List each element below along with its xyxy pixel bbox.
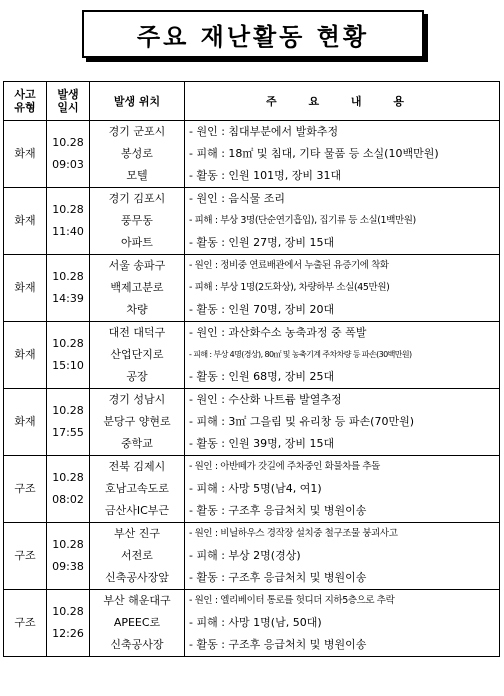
activity-line: - 활동 : 인원 39명, 장비 15대 [189,437,335,450]
damage-line: - 피해 : 사망 5명(남4, 여1) [189,482,322,495]
incident-details [185,255,500,322]
incident-datetime: 10.28 14:39 [47,255,90,322]
header-details: 주 요 내 용 [185,82,500,121]
activity-line: - 활동 : 인원 101명, 장비 31대 [189,169,342,182]
table-row [4,255,500,322]
incident-details [185,590,500,657]
incident-datetime: 10.28 15:10 [47,322,90,389]
table-row [4,590,500,657]
incident-type: 화재 [4,188,47,255]
damage-line: - 피해 : 18㎡ 및 침대, 기타 물품 등 소실(10백만원) [189,147,439,160]
incident-details [185,389,500,456]
incident-type: 화재 [4,121,47,188]
cause-line: - 원인 : 정비중 연료배관에서 누출된 유증기에 착화 [189,260,389,271]
header-row [4,82,500,121]
cause-line: - 원인 : 수산화 나트륨 발열추정 [189,393,342,406]
cause-line: - 원인 : 음식물 조리 [189,192,286,205]
table-row [4,121,500,188]
incident-type: 화재 [4,322,47,389]
damage-line: - 피해 : 부상 2명(경상) [189,549,301,562]
activity-line: - 활동 : 인원 70명, 장비 20대 [189,303,335,316]
cause-line: - 원인 : 엘리베이터 통로를 헛디더 지하5층으로 추락 [189,595,395,606]
cause-line: - 원인 : 침대부분에서 발화추정 [189,125,339,138]
incident-type: 구조 [4,456,47,523]
cause-line: - 원인 : 과산화수소 농축과정 중 폭발 [189,326,367,339]
page-title: 주요 재난활동 현황 [136,22,370,51]
header-date: 발생 일시 [47,82,90,121]
incident-location: 부산 해운대구 APEEC로 신축공사장 [90,590,185,657]
incident-datetime: 10.28 11:40 [47,188,90,255]
title-box [82,10,424,58]
incident-details [185,121,500,188]
incident-location: 서울 송파구 백제고분로 차량 [90,255,185,322]
incident-location: 전북 김제시 호남고속도로 금산사IC부근 [90,456,185,523]
incident-details [185,188,500,255]
incident-details [185,456,500,523]
damage-line: - 피해 : 부상 1명(2도화상), 차량하부 소실(45만원) [189,282,390,293]
damage-line: - 피해 : 부상 4명(경상), 80㎡ 및 농축기계 주차차량 등 파손(30백만원) [189,350,412,359]
table-row [4,389,500,456]
cause-line: - 원인 : 비닐하우스 경작장 설치중 철구조물 붕괴사고 [189,528,398,539]
incident-type: 화재 [4,389,47,456]
header-type: 사고 유형 [4,82,47,121]
incident-location: 경기 군포시 봉성로 모텔 [90,121,185,188]
incident-datetime: 10.28 09:03 [47,121,90,188]
incident-location: 대전 대덕구 산업단지로 공장 [90,322,185,389]
header-location: 발생 위치 [90,82,185,121]
activity-line: - 활동 : 구조후 응급처치 및 병원이송 [189,571,367,584]
incident-datetime: 10.28 08:02 [47,456,90,523]
incident-datetime: 10.28 12:26 [47,590,90,657]
incident-type: 화재 [4,255,47,322]
incident-details [185,322,500,389]
table-row [4,322,500,389]
damage-line: - 피해 : 부상 3명(단순연기흡입), 집기류 등 소실(1백만원) [189,215,416,226]
incident-location: 경기 성남시 분당구 양현로 중학교 [90,389,185,456]
incident-location: 경기 김포시 풍무동 아파트 [90,188,185,255]
damage-line: - 피해 : 사망 1명(남, 50대) [189,616,322,629]
incident-details [185,523,500,590]
incident-datetime: 10.28 17:55 [47,389,90,456]
activity-line: - 활동 : 구조후 응급처치 및 병원이송 [189,504,367,517]
incident-datetime: 10.28 09:38 [47,523,90,590]
activity-line: - 활동 : 구조후 응급처치 및 병원이송 [189,638,367,651]
incident-location: 부산 진구 서전로 신축공사장앞 [90,523,185,590]
activity-line: - 활동 : 인원 68명, 장비 25대 [189,370,335,383]
activity-line: - 활동 : 인원 27명, 장비 15대 [189,236,335,249]
incident-type: 구조 [4,523,47,590]
incident-type: 구조 [4,590,47,657]
table-row [4,188,500,255]
table-row [4,456,500,523]
cause-line: - 원인 : 아반떼가 갓길에 주차중인 화물차를 추돌 [189,461,380,472]
disaster-table [3,81,500,657]
damage-line: - 피해 : 3㎡ 그을림 및 유리창 등 파손(70만원) [189,415,414,428]
table-row [4,523,500,590]
